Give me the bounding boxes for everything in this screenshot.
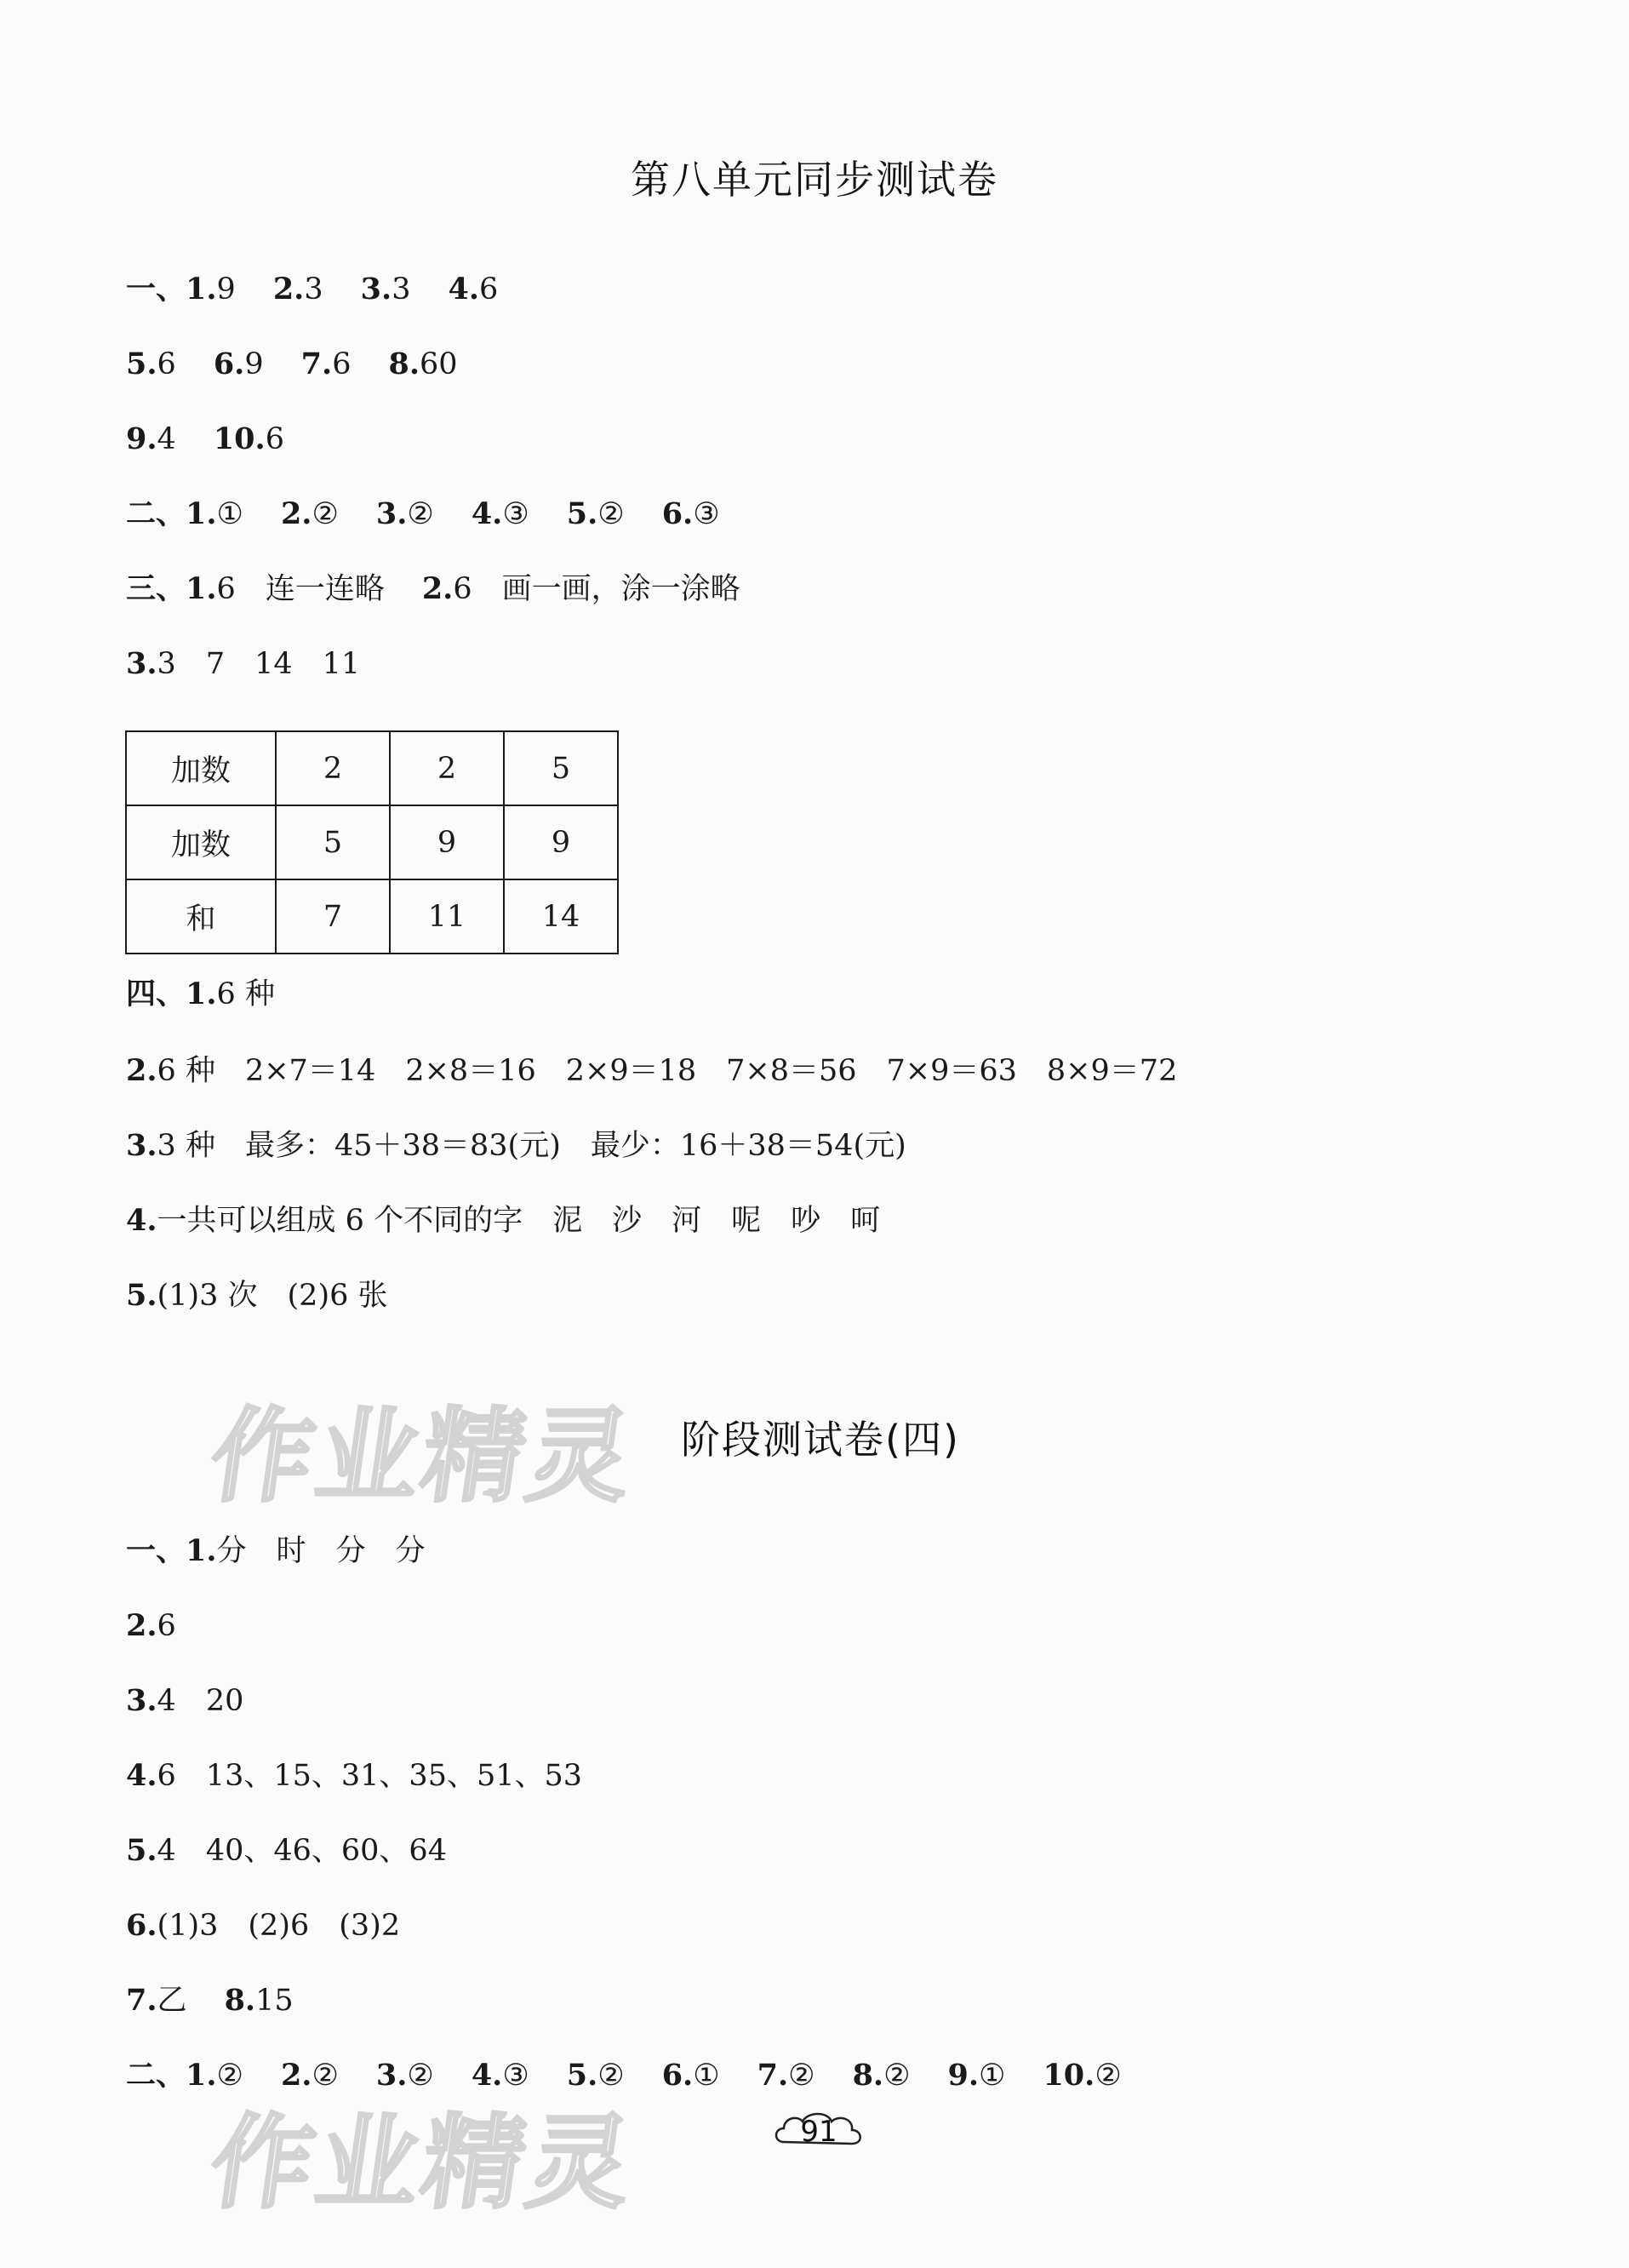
question-number: 4. xyxy=(471,2058,503,2093)
answer-text: (1)3 (2)6 (3)2 xyxy=(157,1909,401,1943)
section-title-stage-test: 阶段测试卷(四) xyxy=(681,1417,960,1463)
answer-item xyxy=(126,1757,582,1795)
question-number: 9. xyxy=(126,421,157,456)
section1-cont-line xyxy=(126,1052,1177,1090)
question-number: 6. xyxy=(213,346,245,381)
row-header-cell: 加数 xyxy=(126,805,276,879)
answer-text: 4 40、46、60、64 xyxy=(157,1834,447,1868)
answer-item xyxy=(126,1052,1177,1090)
answer-item xyxy=(361,271,411,308)
section1-cont-line xyxy=(126,1127,906,1165)
answer-text: ② xyxy=(788,2059,815,2093)
answer-text: ② xyxy=(216,2059,243,2093)
answer-text: 3 xyxy=(304,272,323,306)
answer-text: 6 xyxy=(157,1609,176,1643)
section2-line xyxy=(126,1757,582,1795)
question-number: 10. xyxy=(1043,2058,1095,2093)
question-number: 2. xyxy=(272,272,305,306)
question-number: 5. xyxy=(126,1833,157,1868)
answer-text: ② xyxy=(1095,2059,1122,2093)
section2-line xyxy=(126,1607,176,1645)
answer-text: ② xyxy=(883,2059,911,2093)
section1-cont-line xyxy=(126,1277,388,1314)
question-number: 6. xyxy=(661,2058,694,2093)
question-number: 二、1. xyxy=(126,496,217,531)
answer-item xyxy=(126,1982,187,2019)
answer-text: 6 连一连略 xyxy=(216,572,385,606)
answer-item xyxy=(472,495,529,533)
section1-line xyxy=(126,495,720,533)
answer-text: 9 xyxy=(216,272,236,306)
table-row xyxy=(126,731,618,805)
question-number: 3. xyxy=(375,2058,408,2093)
answer-text: 6 13、15、31、35、51、53 xyxy=(157,1759,583,1793)
answer-item xyxy=(126,570,385,608)
answer-item xyxy=(126,495,243,533)
section2-line xyxy=(126,1832,447,1870)
table-cell: 5 xyxy=(276,805,390,879)
answer-item xyxy=(567,495,625,533)
table-cell: 9 xyxy=(504,805,618,879)
section-title-unit8: 第八单元同步测试卷 xyxy=(631,157,998,203)
answer-item xyxy=(126,1532,426,1570)
answer-item xyxy=(757,2057,815,2094)
question-number: 7. xyxy=(300,346,333,381)
answer-text: (1)3 次 (2)6 张 xyxy=(157,1279,388,1313)
question-number: 5. xyxy=(566,496,598,531)
answer-item xyxy=(126,976,275,1013)
answer-item xyxy=(388,346,457,383)
answer-text: 6 画一画，涂一涂略 xyxy=(453,572,740,606)
answer-text: 3 种 最多：45＋38＝83(元) 最少：16＋38＝54(元) xyxy=(157,1129,906,1163)
section1-cont-line xyxy=(126,1202,880,1240)
answer-text: 6 xyxy=(479,272,499,306)
answer-item xyxy=(126,346,176,383)
section2-line xyxy=(126,1682,243,1720)
answer-item xyxy=(126,645,360,683)
answer-item xyxy=(126,1832,447,1870)
answer-text: 6 xyxy=(265,422,285,456)
answer-item xyxy=(853,2057,911,2094)
question-number: 8. xyxy=(224,1983,256,2018)
answer-item xyxy=(126,271,236,308)
answer-text: ③ xyxy=(693,497,720,531)
answer-item xyxy=(376,495,434,533)
question-number: 3. xyxy=(360,272,392,306)
answer-item xyxy=(948,2057,1006,2094)
watermark-logo: 作业精灵 xyxy=(203,1398,643,1516)
table-cell: 2 xyxy=(276,731,390,805)
answer-text: 6 xyxy=(157,347,176,381)
table-cell: 5 xyxy=(504,731,618,805)
answer-item xyxy=(214,421,284,458)
answer-item xyxy=(281,495,339,533)
answer-text: 60 xyxy=(420,347,458,381)
answer-text: 分 时 分 分 xyxy=(216,1534,426,1568)
answer-text: 6 种 2×7＝14 2×8＝16 2×9＝18 7×8＝56 7×9＝63 8×9＝72 xyxy=(157,1054,1178,1088)
question-number: 3. xyxy=(126,1128,157,1163)
page-number-cloud xyxy=(772,2105,866,2157)
answer-item xyxy=(126,1607,176,1645)
section2-line xyxy=(126,1982,294,2019)
table-cell: 11 xyxy=(390,879,504,954)
question-number: 4. xyxy=(126,1758,157,1793)
answer-text: ② xyxy=(597,2059,625,2093)
answer-item xyxy=(225,1982,294,2019)
section2-line xyxy=(126,1532,426,1570)
question-number: 10. xyxy=(213,421,266,456)
answer-item xyxy=(662,495,720,533)
section2-line xyxy=(126,1907,400,1944)
question-number: 三、1. xyxy=(126,571,217,606)
answer-item xyxy=(1043,2057,1121,2094)
answer-text: ③ xyxy=(502,497,529,531)
answer-text: 3 xyxy=(392,272,411,306)
answer-item xyxy=(126,421,176,458)
question-number: 4. xyxy=(471,496,503,531)
question-number: 9. xyxy=(947,2058,980,2093)
section1-line xyxy=(126,645,360,683)
addition-table xyxy=(125,730,619,954)
question-number: 4. xyxy=(126,1203,157,1238)
question-number: 8. xyxy=(388,346,420,381)
question-number: 7. xyxy=(126,1983,157,2018)
watermark-logo-bottom: 作业精灵 xyxy=(203,2105,643,2223)
answer-item xyxy=(126,1682,243,1720)
question-number: 2. xyxy=(280,2058,312,2093)
question-number: 3. xyxy=(126,1683,157,1718)
question-number: 3. xyxy=(375,496,408,531)
section1-line xyxy=(126,271,498,308)
question-number: 一、1. xyxy=(126,1533,217,1568)
answer-item xyxy=(126,1202,880,1240)
question-number: 8. xyxy=(852,2058,884,2093)
question-number: 2. xyxy=(280,496,312,531)
answer-item xyxy=(662,2057,720,2094)
question-number: 3. xyxy=(126,646,157,681)
question-number: 一、1. xyxy=(126,272,217,306)
answer-text: 15 xyxy=(255,1984,294,2018)
answer-item xyxy=(448,271,498,308)
question-number: 4. xyxy=(448,272,480,306)
answer-text: ② xyxy=(312,497,339,531)
question-number: 6. xyxy=(661,496,694,531)
answer-item xyxy=(301,346,352,383)
table-cell: 9 xyxy=(390,805,504,879)
table-row xyxy=(126,879,618,954)
answer-item xyxy=(126,1127,906,1165)
question-number: 5. xyxy=(126,1278,157,1313)
question-number: 5. xyxy=(566,2058,598,2093)
answer-text: 6 xyxy=(332,347,352,381)
row-header-cell: 和 xyxy=(126,879,276,954)
answer-text: ② xyxy=(597,497,625,531)
answer-item xyxy=(273,271,323,308)
answer-text: ② xyxy=(407,2059,434,2093)
question-number: 二、1. xyxy=(126,2058,217,2093)
answer-text: 一共可以组成 6 个不同的字 泥 沙 河 呢 吵 呵 xyxy=(157,1204,881,1238)
answer-text: ② xyxy=(407,497,434,531)
question-number: 6. xyxy=(126,1908,157,1943)
answer-item xyxy=(126,1907,400,1944)
question-number: 2. xyxy=(421,571,454,606)
answer-text: 3 7 14 11 xyxy=(157,647,361,681)
question-number: 四、1. xyxy=(126,976,217,1011)
table-cell: 2 xyxy=(390,731,504,805)
answer-text: 4 xyxy=(157,422,176,456)
answer-text: 乙 xyxy=(157,1984,187,2018)
answer-text: ① xyxy=(216,497,243,531)
table-cell: 7 xyxy=(276,879,390,954)
answer-text: ③ xyxy=(502,2059,529,2093)
question-number: 5. xyxy=(126,346,157,381)
answer-text: 4 20 xyxy=(157,1684,244,1718)
section1-line xyxy=(126,421,284,458)
question-number: 2. xyxy=(126,1053,157,1088)
page-number: 91 xyxy=(800,2115,837,2149)
section1-cont-line xyxy=(126,976,275,1013)
section1-line xyxy=(126,570,740,608)
answer-item xyxy=(126,1277,388,1314)
section1-line xyxy=(126,346,458,383)
table-cell: 14 xyxy=(504,879,618,954)
answer-text: ① xyxy=(693,2059,720,2093)
answer-text: 9 xyxy=(244,347,264,381)
row-header-cell: 加数 xyxy=(126,731,276,805)
answer-item xyxy=(422,570,740,608)
table-row xyxy=(126,805,618,879)
question-number: 7. xyxy=(757,2058,789,2093)
answer-text: ① xyxy=(979,2059,1006,2093)
answer-text: ② xyxy=(312,2059,339,2093)
question-number: 2. xyxy=(126,1608,157,1643)
answer-text: 6 种 xyxy=(216,977,275,1011)
answer-item xyxy=(214,346,264,383)
